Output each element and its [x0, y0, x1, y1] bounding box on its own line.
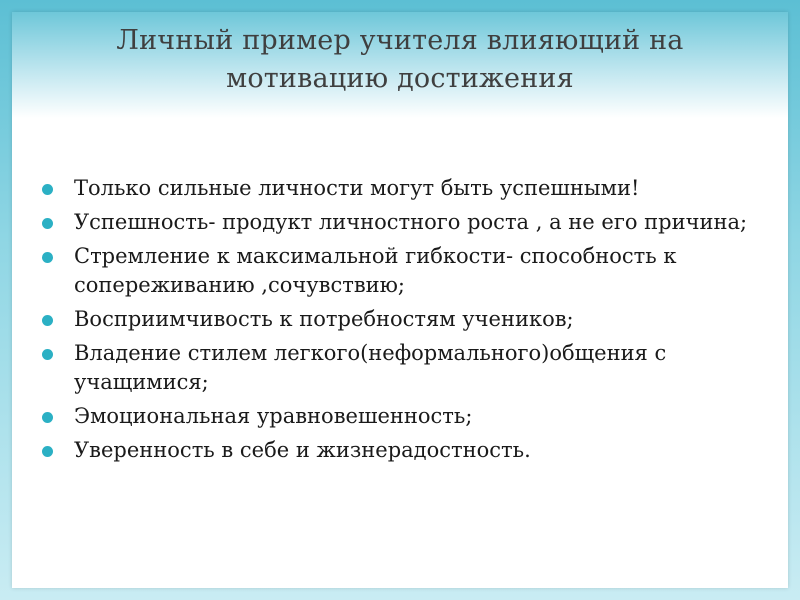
slide-title-line-1: Личный пример учителя влияющий на	[116, 25, 684, 56]
bullet-item	[42, 402, 762, 431]
bullet-text: Эмоциональная уравновешенность;	[74, 404, 473, 428]
bullet-text: Уверенность в себе и жизнерадостность.	[74, 438, 531, 462]
circle-bullet-icon	[42, 315, 53, 326]
circle-bullet-icon	[42, 218, 53, 229]
bullet-text: Только сильные личности могут быть успешными!	[74, 176, 640, 200]
bullet-item	[42, 242, 762, 300]
slide-title-line-2: мотивацию достижения	[226, 63, 574, 94]
slide-title	[32, 22, 768, 98]
circle-bullet-icon	[42, 184, 53, 195]
bullet-item	[42, 174, 762, 203]
bullet-text: Успешность- продукт личностного роста , а не его причина;	[74, 210, 748, 234]
bullet-text: Владение стилем легкого(неформального)общения с учащимися;	[74, 341, 667, 394]
circle-bullet-icon	[42, 349, 53, 360]
bullet-text: Восприимчивость к потребностям учеников;	[74, 307, 574, 331]
bullet-item	[42, 436, 762, 465]
slide-card	[12, 12, 788, 588]
bullet-list	[42, 174, 762, 470]
circle-bullet-icon	[42, 446, 53, 457]
bullet-item	[42, 305, 762, 334]
bullet-item	[42, 339, 762, 397]
circle-bullet-icon	[42, 252, 53, 263]
bullet-text: Стремление к максимальной гибкости- способность к сопереживанию ,сочувствию;	[74, 244, 677, 297]
circle-bullet-icon	[42, 412, 53, 423]
bullet-item	[42, 208, 762, 237]
